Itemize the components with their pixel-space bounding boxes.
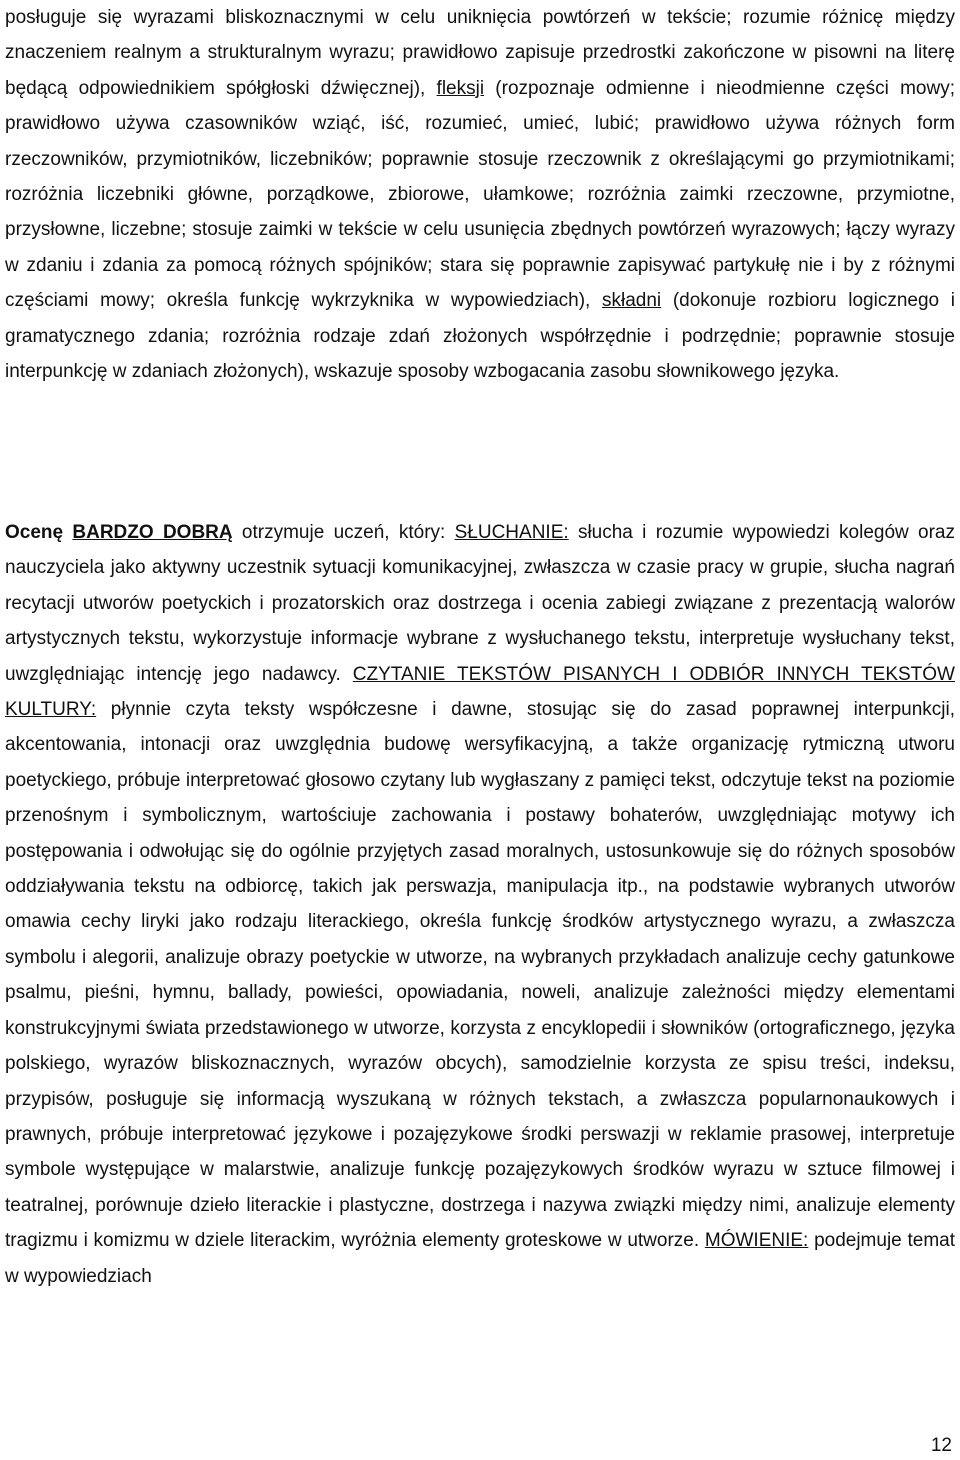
section-heading-mowienie: MÓWIENIE:: [704, 1230, 809, 1252]
text-segment: (rozpoznaje odmienne i nieodmienne części mowy; prawidłowo używa czasowników wziąć, iść, rozumieć, umieć, lubić; prawidłowo używa różnych form rzeczowników, przymiotników, liczebników; poprawnie stosuje rzeczownik z określającymi go przymiotnikami; rozróżnia liczebniki główne, porządkowe, zbiorowe, ułamkowe; rozróżnia zaimki rzeczowne, przymiotne, przysłowne, liczebne; stosuje zaimki w tekście w celu usunięcia zbędnych powtórzeń wyrazowych; łączy wyrazy w zdaniu i zdania za pomocą różnych spójników; stara się poprawnie zapisywać partykułę nie i by z różnymi częściami mowy; określa funkcję wykrzyknika w wypowiedziach),: [5, 77, 955, 312]
text-segment: płynnie czyta teksty współczesne i dawne, stosując się do zasad poprawnej interpunkcji, akcentowania, intonacji oraz uwzględnia budowę wersyfikacyjną, a także organizację rytmiczną utworu poetyckiego, próbuje interpretować głosowo czytany lub wygłaszany z pamięci tekst, odczytuje tekst na poziomie przenośnym i symbolicznym, wartościuje zachowania i postawy bohaterów, uwzględniając motywy ich postępowania i odwołując się do ogólnie przyjętych zasad moralnych, ustosunkowuje się do różnych sposobów oddziaływania tekstu na odbiorcę, takich jak perswazja, manipulacja itp., na podstawie wybranych utworów omawia cechy liryki jako rodzaju literackiego, określa funkcję środków artystycznego wyrazu, a zwłaszcza symbolu i alegorii, analizuje obrazy poetyckie w utworze, na wybranych przykładach analizuje cechy gatunkowe psalmu, pieśni, hymnu, ballady, powieści, opowiadania, noweli, analizuje zależności między elementami konstrukcyjnymi świata przedstawionego w utworze, korzysta z encyklopedii i słowników (ortograficznego, języka polskiego, wyrazów bliskoznacznych, wyrazów obcych), samodzielnie korzysta ze spisu treści, indeksu, przypisów, posługuje się informacją wyszukaną w różnych tekstach, a zwłaszcza popularnonaukowych i prawnych, próbuje interpretować językowe i pozajęzykowe środki perswazji w reklamie prasowej, interpretuje symbole występujące w malarstwie, analizuje funkcję pozajęzykowych środków wyrazu w sztuce filmowej i teatralnej, porównuje dzieło literackie i plastyczne, dostrzega i nazywa związki między nimi, analizuje elementy tragizmu i komizmu w dziele literackim, wyróżnia elementy groteskowe w utworze.: [5, 699, 955, 1252]
text-segment: (dokonuje rozbioru logicznego i gramatycznego zdania; rozróżnia rodzaje zdań złożonych współrzędnie i podrzędnie; poprawnie stosuje interpunkcję w zdaniach złożonych), wskazuje sposoby wzbogacania zasobu słownikowego języka.: [5, 290, 955, 383]
text-segment: podejmuje temat w wypowiedziach: [5, 1230, 956, 1287]
text-segment: otrzymuje uczeń, który:: [232, 522, 455, 543]
grade-intro: Ocenę: [5, 522, 73, 543]
text-segment: posługuje się wyrazami bliskoznacznymi w celu uniknięcia powtórzeń w tekście; rozumie różnicę między znaczeniem realnym a strukturalnym wyrazu; prawidłowo zapisuje przedrostki zakończone w pisowni na literę będącą odpowiednikiem spółgłoski dźwięcznej),: [5, 7, 955, 99]
page-number: 12: [930, 1435, 952, 1456]
grade-name: BARDZO DOBRĄ: [72, 522, 233, 543]
section-heading-czytanie: CZYTANIE TEKSTÓW PISANYCH I ODBIÓR INNYCH TEKSTÓW KULTURY:: [5, 663, 955, 721]
underlined-term-fleksji: fleksji: [436, 77, 485, 99]
section-heading-sluchanie: SŁUCHANIE:: [454, 522, 569, 543]
text-segment: słucha i rozumie wypowiedzi kolegów oraz nauczyciela jako aktywny uczestnik sytuacji komunikacyjnej, zwłaszcza w czasie pracy w grupie, słucha nagrań recytacji utworów poetyckich i prozatorskich oraz dostrzega i ocenia zabiegi związane z prezentacją walorów artystycznych tekstu, wykorzystuje informacje wybrane z wysłuchanego tekstu, interpretuje wysłuchany tekst, uwzględniając intencję jego nadawcy.: [5, 522, 955, 685]
underlined-term-skladni: składni: [601, 290, 662, 312]
paragraph-fleksja-skladnia: [5, 0, 955, 389]
paragraph-ocena-bardzo-dobra: [5, 515, 955, 1294]
